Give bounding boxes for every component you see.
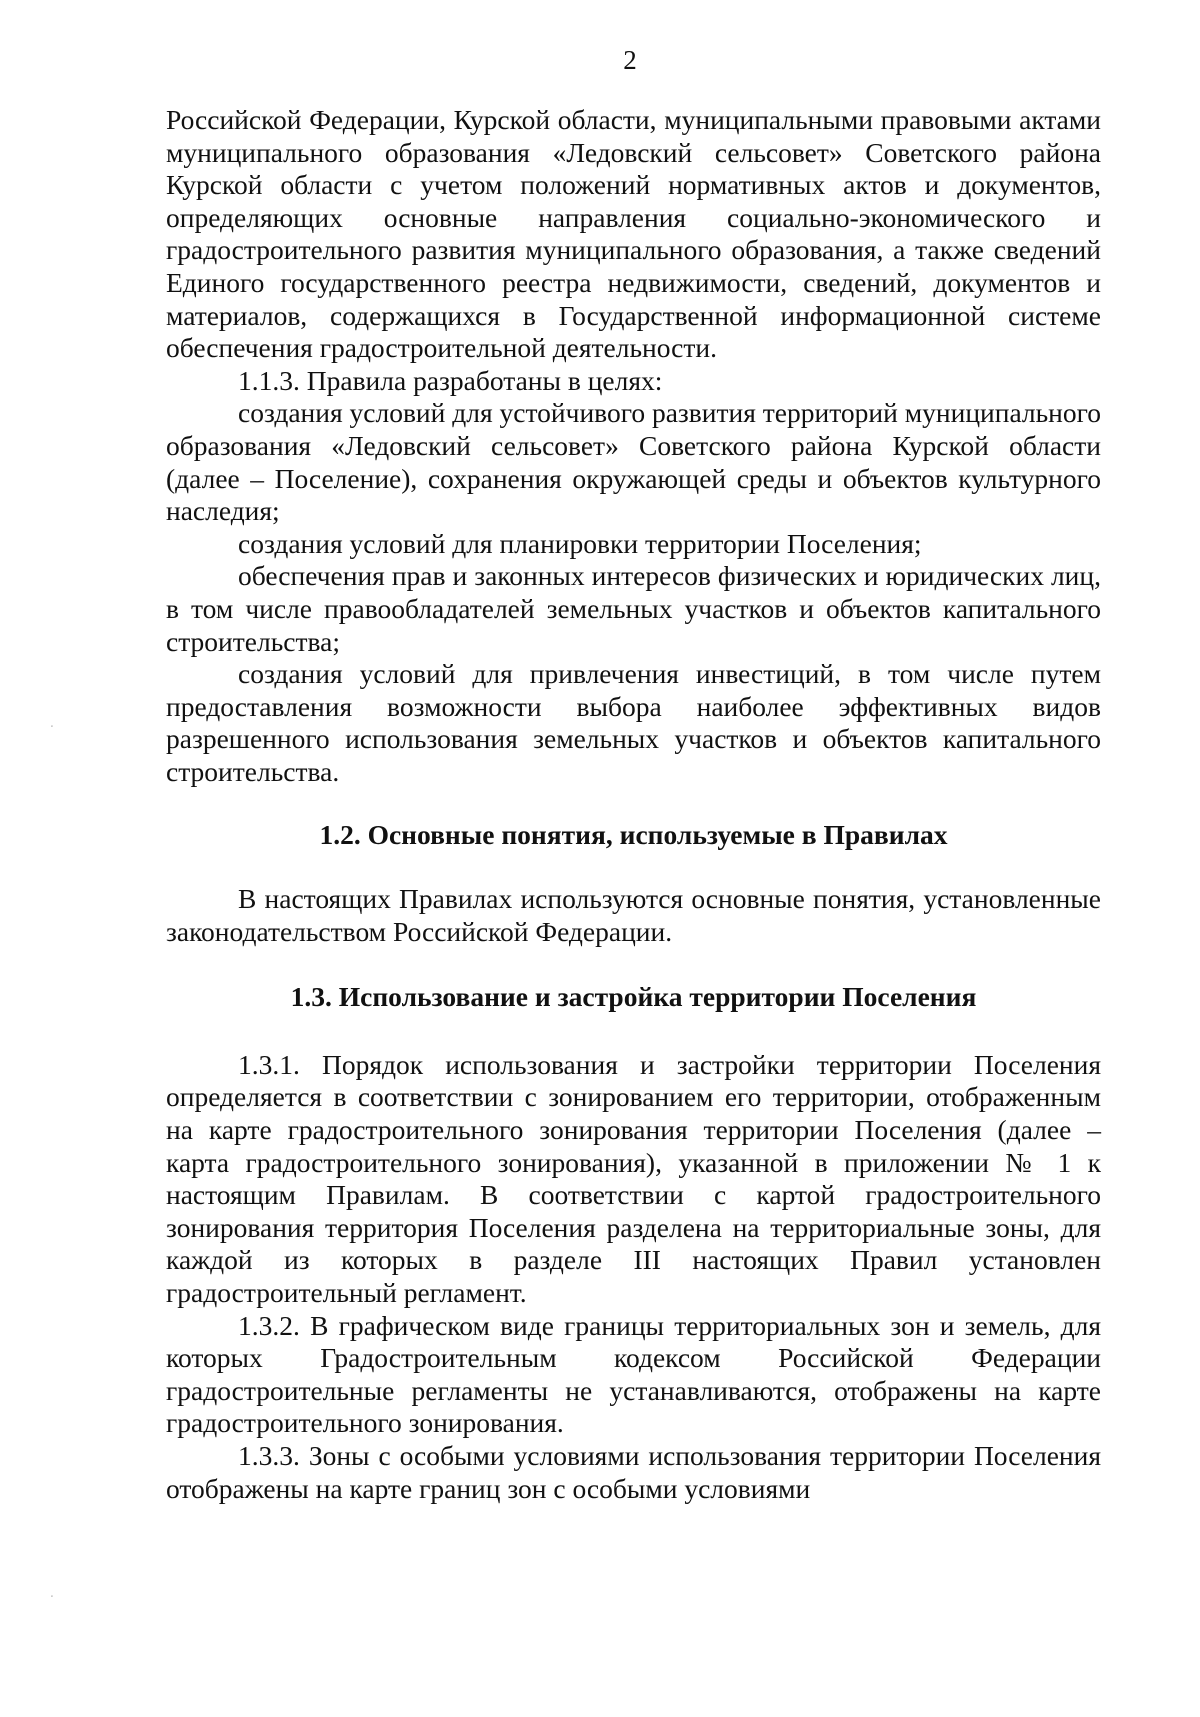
paragraph-continuation: Российской Федерации, Курской области, муниципальными правовыми актами муниципального образования «Ледовский сельсовет» Советского района Курской области с учетом положений нормативных актов и документов, определяющих основные направления социально-экономического и градостроительного развития муниципального образования, а также сведений Единого государственного реестра недвижимости, сведений, документов и материалов, содержащихся в Государственной информационной системе обеспечения градостроительной деятельности.	[166, 104, 1101, 364]
document-body	[166, 104, 1101, 1505]
paragraph-goal-rights: обеспечения прав и законных интересов физических и юридических лиц, в том числе правообладателей земельных участков и объектов капитального строительства;	[166, 560, 1101, 657]
paragraph-1-3-3: 1.3.3. Зоны с особыми условиями использования территории Поселения отображены на карте границ зон с особыми условиями	[166, 1439, 1101, 1504]
paragraph-1-3-1: 1.3.1. Порядок использования и застройки территории Поселения определяется в соответствии с зонированием его территории, отображенным на карте градостроительного зонирования территории Поселения (далее – карта градостроительного зонирования), указанной в приложении № 1 к настоящим Правилам. В соответствии с картой градостроительного зонирования территория Поселения разделена на территориальные зоны, для каждой из которых в разделе III настоящих Правил установлен градостроительный регламент.	[166, 1048, 1101, 1308]
scan-speck: ˑ	[50, 1591, 54, 1606]
paragraph-basic-concepts: В настоящих Правилах используются основные понятия, установленные законодательством Российской Федерации.	[166, 883, 1101, 947]
paragraph-goal-planning: создания условий для планировки территории Поселения;	[238, 527, 922, 559]
paragraph-1-3-2: 1.3.2. В графическом виде границы территориальных зон и земель, для которых Градостроительным кодексом Российской Федерации градостроительные регламенты не устанавливаются, отображены на карте градостроительного зонирования.	[166, 1309, 1101, 1439]
section-heading-1-3: 1.3. Использование и застройка территории Поселения	[290, 981, 977, 1013]
paragraph-goal-investments: создания условий для привлечения инвестиций, в том числе путем предоставления возможности выбора наиболее эффективных видов разрешенного использования земельных участков и объектов капитального строительства.	[166, 658, 1101, 787]
page-number: 2	[623, 45, 637, 75]
paragraph-goal-sustainable-development: создания условий для устойчивого развития территорий муниципального образования «Ледовский сельсовет» Советского района Курской области (далее – Поселение), сохранения окружающей среды и объектов культурного наследия;	[166, 397, 1101, 527]
scan-speck: ˑ	[50, 721, 54, 736]
section-heading-1-2: 1.2. Основные понятия, используемые в Правилах	[319, 819, 948, 851]
paragraph-1-1-3: 1.1.3. Правила разработаны в целях:	[238, 364, 663, 396]
